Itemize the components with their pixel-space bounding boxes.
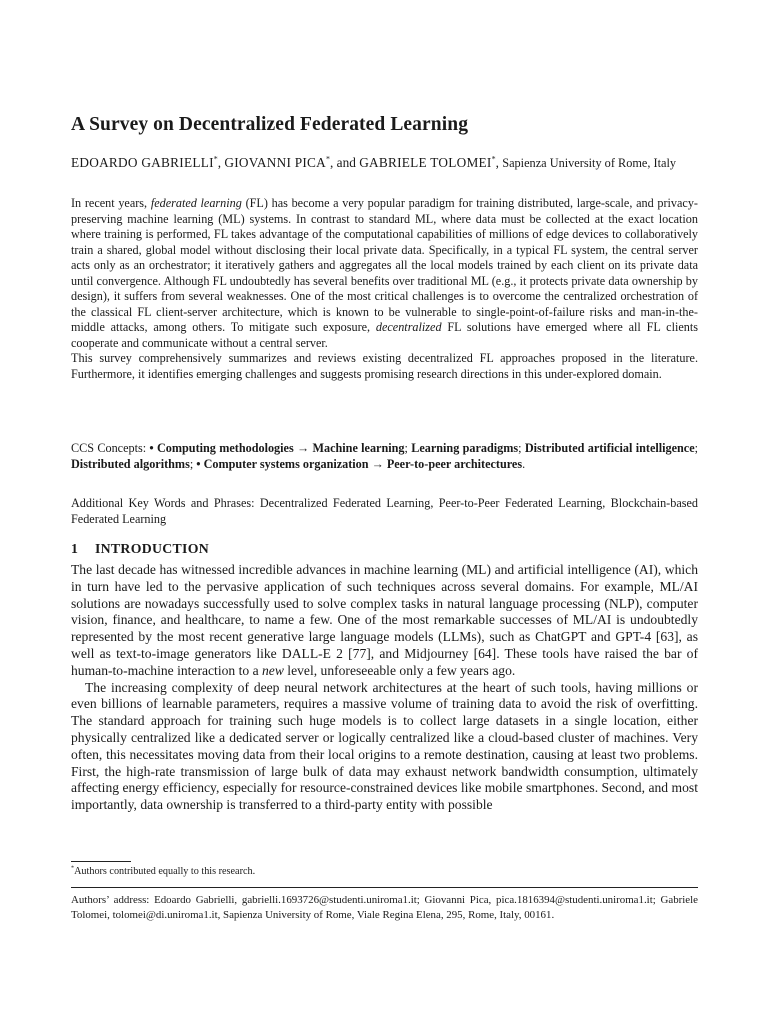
ccs-separator: ; [404, 441, 412, 455]
address-rule [71, 887, 698, 888]
ccs-separator: ; [518, 441, 525, 455]
section-number: 1 [71, 541, 79, 556]
section-title: INTRODUCTION [95, 541, 209, 556]
abstract-paragraph-2: This survey comprehensively summarizes and reviews existing decentralized FL approaches proposed in the literature. Furthermore, it identifies emerging challenges and suggests promising research directions in this under-explored domain. [71, 351, 698, 381]
author-3-mark: * [491, 154, 496, 164]
abstract-text: FL solutions have emerged where all FL clients cooperate and communicate without a central server. [71, 320, 698, 350]
introduction-body [71, 562, 698, 814]
ccs-item: • Computer systems organization → Peer-to-peer architectures [196, 457, 523, 471]
ccs-separator: ; [694, 441, 699, 455]
ccs-item: Distributed artificial intelligence [524, 441, 695, 455]
abstract-emphasis: federated learning [150, 196, 242, 210]
author-2: GIOVANNI PICA [224, 155, 327, 170]
ccs-end: . [522, 457, 526, 471]
footnote [71, 865, 698, 878]
ccs-item: • Computing methodologies → Machine learning [149, 441, 405, 455]
footnote-text: Authors contributed equally to this research. [74, 866, 256, 877]
abstract-text: (FL) has become a very popular paradigm for training distributed, large-scale, and privacy-preserving machine learning (ML) systems. In contrast to standard ML, where data must be collected at the exact location where training is performed, FL takes advantage of the computational capabilities of millions of edge devices to collaboratively train a shared, global model without disclosing their local private data. Specifically, in a typical FL system, the central server acts only as an orchestrator; it iteratively gathers and aggregates all the local models trained by each client on its private data until convergence. Although FL undoubtedly has several benefits over traditional ML (e.g., it protects private data ownership by design), it suffers from several weaknesses. One of the most critical challenges is to overcome the centralized orchestration of the classical FL client-server architecture, which is known to be vulnerable to single-point-of-failure risks and man-in-the-middle attacks, among others. To mitigate such exposure, [71, 196, 698, 334]
body-text: The last decade has witnessed incredible advances in machine learning (ML) and artificial intelligence (AI), which in turn have led to the pervasive application of such techniques across several domains. For example, ML/AI solutions are nowadays successfully used to solve complex tasks in natural language processing (NLP), computer vision, finance, and healthcare, to name a few. One of the most remarkable successes of ML/AI is undoubtedly represented by the most recent generative large language models (LLMs), such as ChatGPT and GPT-4 [63], as well as text-to-image generators like DALL-E 2 [77], and Midjourney [64]. These tools have raised the bar of human-to-machine interaction to a [71, 562, 698, 678]
authors-address: Authors’ address: Edoardo Gabrielli, gabrielli.1693726@studenti.uniroma1.it; Giovanni Pica, pica.1816394@studenti.uniroma1.it; Gabriele Tolomei, tolomei@di.uniroma1.it, Sapienza University of Rome, Viale Regina Elena, 295, Rome, Italy, 00161. [71, 894, 698, 921]
ccs-concepts [71, 440, 698, 472]
author-1-mark: * [213, 154, 218, 164]
author-block [71, 153, 698, 173]
abstract [71, 196, 698, 382]
author-3: GABRIELE TOLOMEI [359, 155, 492, 170]
section-heading [71, 541, 698, 557]
author-sep-2: , and [330, 155, 360, 170]
author-sep-1: , [217, 155, 225, 170]
ccs-label: CCS Concepts: [71, 441, 150, 455]
footnote-rule [71, 861, 131, 862]
body-paragraph-1 [71, 562, 698, 680]
body-text: level, unforeseeable only a few years ago. [283, 662, 516, 678]
abstract-emphasis: decentralized [375, 320, 442, 334]
author-sep-3: , [495, 155, 503, 170]
abstract-paragraph-1 [71, 196, 698, 351]
ccs-item: Learning paradigms [411, 441, 519, 455]
footnote-mark: * [71, 865, 75, 872]
keywords: Additional Key Words and Phrases: Decentralized Federated Learning, Peer-to-Peer Federated Learning, Blockchain-based Federated Learning [71, 496, 698, 526]
paper-title: A Survey on Decentralized Federated Learning [71, 114, 469, 135]
body-paragraph-2: The increasing complexity of deep neural network architectures at the heart of such tools, having millions or even billions of learnable parameters, requires a massive volume of training data to avoid the risk of overfitting. The standard approach for training such huge models is to collect large datasets in a single location, either physically centralized like a dedicated server or logically centralized like a cloud-based cluster of machines. Very often, this necessitates moving data from their local origins to a remote destination, causing at least two problems. First, the high-rate transmission of large bulk of data may exhaust network bandwidth consumption, ultimately affecting energy efficiency, especially for resource-constrained devices like mobile smartphones. Second, and most importantly, data ownership is transferred to a third-party entity with possible [71, 679, 698, 813]
body-emphasis: new [262, 662, 284, 678]
author-1: EDOARDO GABRIELLI [71, 155, 214, 170]
ccs-separator: ; [189, 457, 197, 471]
abstract-text: In recent years, [71, 196, 151, 210]
affiliation: Sapienza University of Rome, Italy [502, 156, 677, 170]
author-2-mark: * [326, 154, 331, 164]
ccs-item: Distributed algorithms [71, 457, 190, 471]
